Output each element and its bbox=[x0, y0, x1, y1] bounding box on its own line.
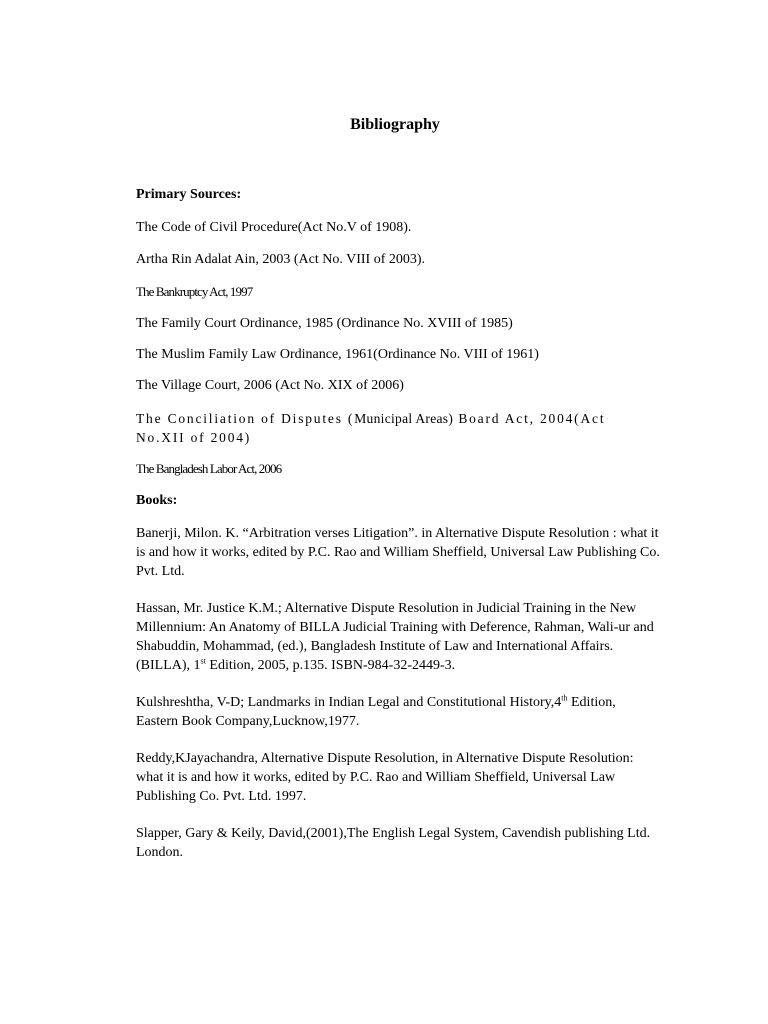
conciliation-part: The Conciliation of Disputes ( bbox=[136, 411, 355, 426]
ordinal-suffix: st bbox=[200, 656, 206, 666]
book-entry-text: Kulshreshtha, V-D; Landmarks in Indian Legal and Constitutional History,4 bbox=[136, 695, 562, 710]
book-entry-line: London. bbox=[136, 845, 184, 860]
primary-sources-heading: Primary Sources: bbox=[136, 187, 242, 202]
book-entry-text: Edition, bbox=[567, 695, 616, 710]
primary-source-item: The Muslim Family Law Ordinance, 1961(Ordinance No. VIII of 1961) bbox=[136, 347, 539, 362]
book-entry-kulshreshtha bbox=[136, 693, 666, 731]
primary-source-item-conciliation bbox=[136, 409, 626, 447]
book-entry-reddy bbox=[136, 749, 666, 806]
book-entry-line: what it is and how it works, edited by P.C. Rao and William Sheffield, Universal Law bbox=[136, 770, 616, 785]
book-entry-line: Shabuddin, Mohammad, (ed.), Bangladesh Institute of Law and International Affairs. bbox=[136, 639, 614, 654]
books-heading: Books: bbox=[136, 493, 178, 508]
primary-source-item: The Village Court, 2006 (Act No. XIX of 2006) bbox=[136, 378, 404, 393]
book-entry-line: Slapper, Gary & Keily, David,(2001),The English Legal System, Cavendish publishing Ltd. bbox=[136, 826, 651, 841]
book-entry-text: Edition, 2005, p.135. ISBN-984-32-2449-3. bbox=[205, 658, 456, 673]
book-entry-line: Reddy,KJayachandra, Alternative Dispute Resolution, in Alternative Dispute Resolution: bbox=[136, 751, 634, 766]
book-entry-line: Publishing Co. Pvt. Ltd. 1997. bbox=[136, 789, 307, 804]
conciliation-part: Board Act, 2004(Act No.XII of 2004) bbox=[136, 411, 606, 445]
primary-source-item: The Code of Civil Procedure(Act No.V of 1908). bbox=[136, 220, 412, 235]
book-entry-line: Banerji, Milon. K. “Arbitration verses Litigation”. in Alternative Dispute Resolution : what it bbox=[136, 526, 659, 541]
book-entry-line: Millennium: An Anatomy of BILLA Judicial Training with Deference, Rahman, Wali-ur and bbox=[136, 620, 654, 635]
page-title: Bibliography bbox=[350, 116, 440, 133]
primary-source-item: The Family Court Ordinance, 1985 (Ordinance No. XVIII of 1985) bbox=[136, 316, 513, 331]
book-entry-line bbox=[136, 693, 666, 712]
book-entry-line: Pvt. Ltd. bbox=[136, 564, 185, 579]
conciliation-part: Municipal Areas) bbox=[354, 411, 454, 426]
book-entry-banerji bbox=[136, 524, 666, 581]
book-entry-line bbox=[136, 656, 666, 675]
ordinal-suffix: th bbox=[561, 693, 568, 703]
primary-source-item: The Bankruptcy Act, 1997 bbox=[136, 284, 253, 299]
primary-source-item: Artha Rin Adalat Ain, 2003 (Act No. VIII of 2003). bbox=[136, 252, 426, 267]
book-entry-line: Eastern Book Company,Lucknow,1977. bbox=[136, 714, 360, 729]
book-entry-line: is and how it works, edited by P.C. Rao and William Sheffield, Universal Law Publishing Co. bbox=[136, 545, 660, 560]
book-entry-line: Hassan, Mr. Justice K.M.; Alternative Dispute Resolution in Judicial Training in the New bbox=[136, 601, 637, 616]
book-entry-text: (BILLA), 1 bbox=[136, 658, 201, 673]
primary-source-item: The Bangladesh Labor Act, 2006 bbox=[136, 461, 282, 476]
book-entry-slapper bbox=[136, 824, 666, 862]
book-entry-hassan bbox=[136, 599, 666, 675]
